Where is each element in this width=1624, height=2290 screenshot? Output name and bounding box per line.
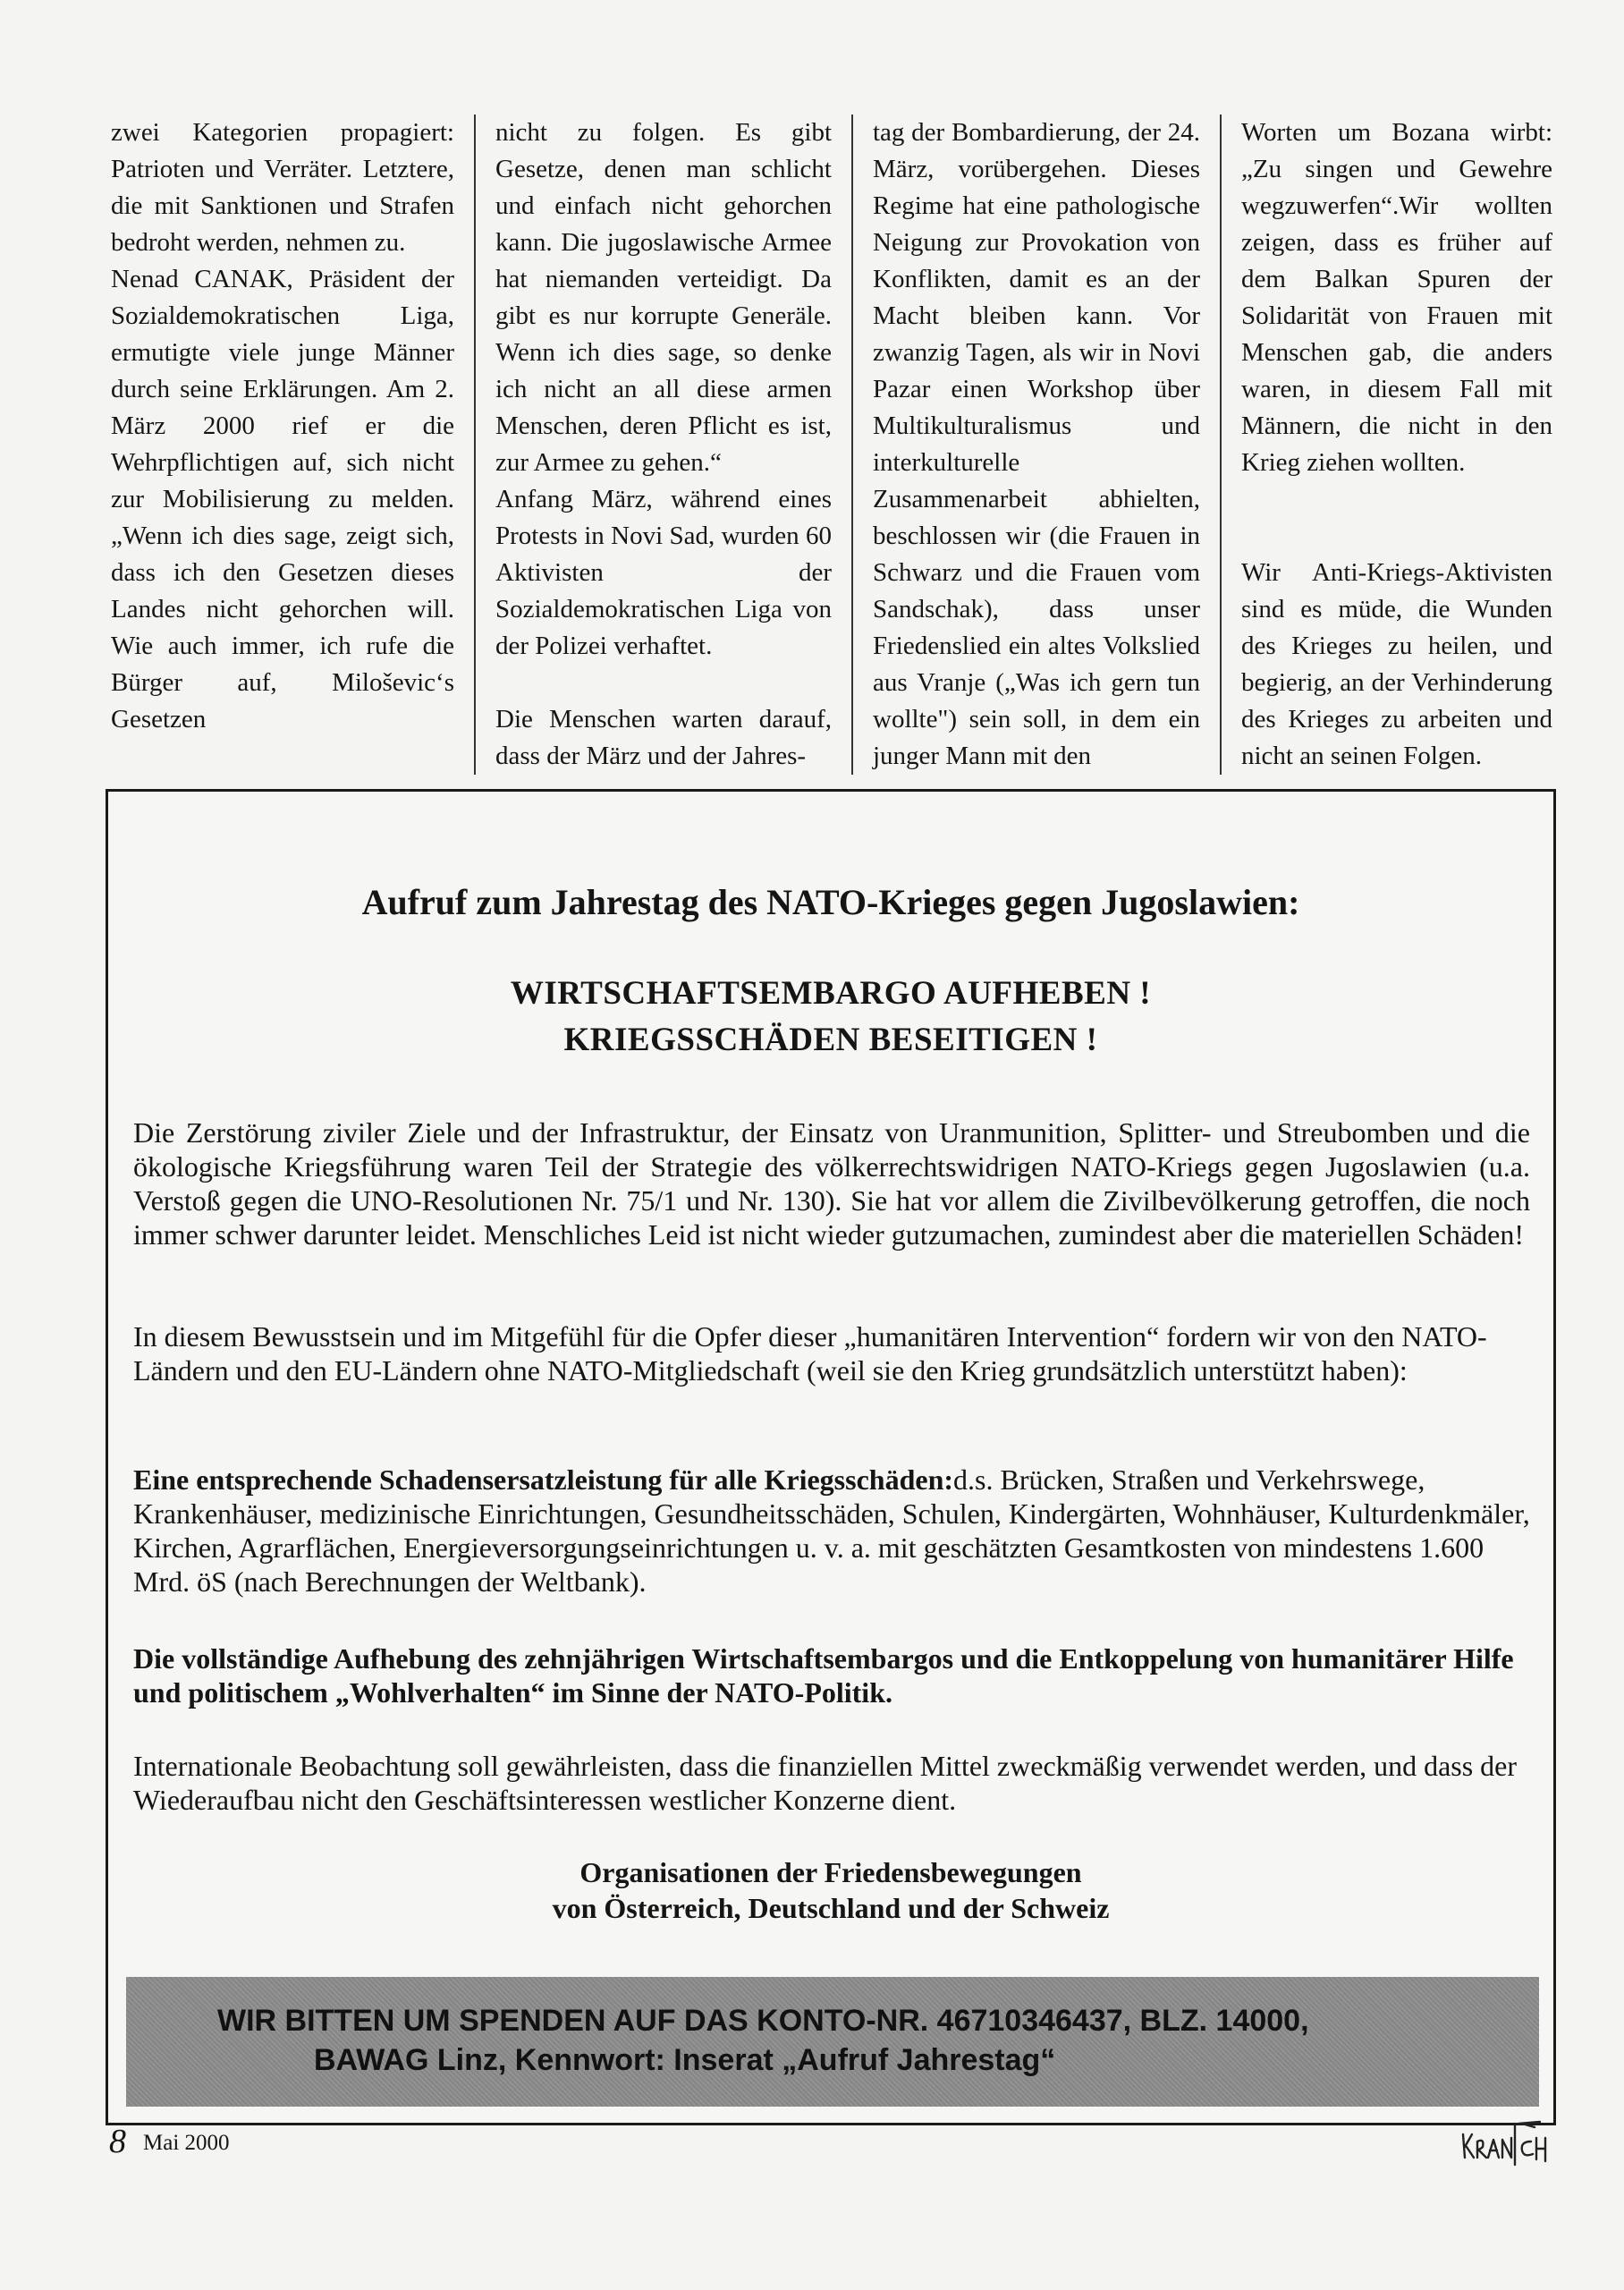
appeal-headline-damages: KRIEGSSCHÄDEN BESEITIGEN ! xyxy=(563,1022,1098,1058)
appeal-signature-line-2: von Österreich, Deutschland und der Schweiz xyxy=(552,1892,1110,1924)
article-paragraph: zwei Kategorien propagiert: Patrioten und Verräter. Letztere, die mit Sanktionen und Strafen bedroht werden, nehmen zu. xyxy=(111,118,454,257)
appeal-demand-compensation: Eine entsprechende Schadensersatzleistung für alle Kriegsschäden: xyxy=(133,1463,954,1496)
issue-date: Mai 2000 xyxy=(143,2131,230,2155)
appeal-paragraph-5: Internationale Beobachtung soll gewährleisten, dass die finanziellen Mittel zweckmäßig verwendet werden, und dass der Wiederaufbau nicht den Geschäftsinteressen westlicher Konzerne dient. xyxy=(133,1750,1518,1816)
page-number: 8 xyxy=(109,2123,126,2160)
article-paragraph: tag der Bombardierung, der 24. März, vorübergehen. Dieses Regime hat eine pathologische Neigung zur Provokation von Konflikten, damit es an der Macht bleiben kann. Vor zwanzig Tagen, als wir in Novi Pazar einen Workshop über Multikulturalismus und interkulturelle Zusammenarbeit abhielten, beschlossen wir (die Frauen in Schwarz und die Frauen vom Sandschak), dass unser Friedenslied ein altes Volkslied aus Vranje („Was ich gern tun wollte") sein soll, in dem ein junger Mann mit den xyxy=(873,118,1200,770)
appeal-paragraph-3 xyxy=(133,1463,1530,1599)
article-paragraph: Die Menschen warten darauf, dass der März und der Jahres- xyxy=(495,705,832,770)
appeal-paragraph-2: In diesem Bewusstsein und im Mitgefühl für die Opfer dieser „humanitären Intervention“ fordern wir von den NATO-Ländern und den EU-Ländern ohne NATO-Mitgliedschaft (weil sie den Krieg grundsätzlich unterstützt haben): xyxy=(133,1320,1487,1387)
donation-line-2: BAWAG Linz, Kennwort: Inserat „Aufruf Jahrestag“ xyxy=(314,2043,1056,2077)
article-paragraph: Nenad CANAK, Präsident der Sozialdemokratischen Liga, ermutigte viele junge Männer durch seine Erklärungen. Am 2. März 2000 rief er die Wehrpflichtigen auf, sich nicht zur Mobilisierung zu melden. „Wenn ich dies sage, zeigt sich, dass ich den Gesetzen dieses Landes nicht gehorchen will. Wie auch immer, ich rufe die Bürger auf, Miloševic‘s Gesetzen xyxy=(111,265,454,734)
appeal-demand-compensation-detail: d.s. Brücken, Straßen und Verkehrswege, Krankenhäuser, medizinische Einrichtungen, Gesundheitsschäden, Schulen, Kindergärten, Wohnhäuser, Kulturdenkmäler, Kirchen, Agrarflächen, Energieversorgungseinrichtungen u. v. a. mit geschätzten Gesamtkosten von mindestens 1.600 Mrd. öS (nach Berechnungen der Weltbank). xyxy=(133,1463,1530,1598)
appeal-demand-embargo: Die vollständige Aufhebung des zehnjährigen Wirtschaftsembargos und die Entkoppelung von humanitärer Hilfe und politischem „Wohlverhalten“ im Sinne der NATO-Politik. xyxy=(133,1642,1514,1709)
article-column-3 xyxy=(851,114,1220,775)
appeal-box xyxy=(106,789,1556,2125)
article-column-4 xyxy=(1220,114,1572,775)
article-paragraph: Worten um Bozana wirbt: „Zu singen und Gewehre wegzuwerfen“.Wir wollten zeigen, dass es früher auf dem Balkan Spuren der Solidarität von Frauen mit Menschen gab, die anders waren, in diesem Fall mit Männern, die nicht in den Krieg ziehen wollten. xyxy=(1241,118,1552,477)
appeal-signature xyxy=(108,1854,1553,1926)
article-paragraph: nicht zu folgen. Es gibt Gesetze, denen man schlicht und einfach nicht gehorchen kann. Die jugoslawische Armee hat niemanden verteidigt. Da gibt es nur korrupte Generäle. Wenn ich dies sage, so denke ich nicht an all diese armen Menschen, deren Pflicht es ist, zur Armee zu gehen.“ xyxy=(495,118,832,477)
appeal-headline-embargo: WIRTSCHAFTSEMBARGO AUFHEBEN ! xyxy=(510,975,1152,1012)
appeal-signature-line-1: Organisationen der Friedensbewegungen xyxy=(579,1856,1082,1888)
article-columns xyxy=(106,114,1572,775)
appeal-title: Aufruf zum Jahrestag des NATO-Krieges gegen Jugoslawien: xyxy=(361,882,1300,922)
article-paragraph: Anfang März, während eines Protests in Novi Sad, wurden 60 Aktivisten der Sozialdemokratischen Liga von der Polizei verhaftet. xyxy=(495,485,832,660)
article-column-1 xyxy=(106,114,474,775)
appeal-paragraph-1: Die Zerstörung ziviler Ziele und der Infrastruktur, der Einsatz von Uranmunition, Splitter- und Streubomben und die ökologische Kriegsführung waren Teil der Strategie des völkerrechtswidrigen NATO-Kriegs gegen Jugoslawien (u.a. Verstoß gegen die UNO-Resolutionen Nr. 75/1 und Nr. 130). Sie hat vor allem die Zivilbevölkerung getroffen, die noch immer schwer darunter leidet. Menschliches Leid ist nicht wieder gutzumachen, zumindest aber die materiellen Schäden! xyxy=(133,1116,1530,1251)
donation-banner xyxy=(126,1977,1539,2107)
kranich-logo xyxy=(1459,2115,1549,2168)
article-paragraph: Wir Anti-Kriegs-Aktivisten sind es müde, die Wunden des Krieges zu heilen, und begierig, an der Verhinderung des Krieges zu arbeiten und nicht an seinen Folgen. xyxy=(1241,558,1552,770)
donation-line-1: WIR BITTEN UM SPENDEN AUF DAS KONTO-NR. 46710346437, BLZ. 14000, xyxy=(217,2004,1309,2038)
article-column-2 xyxy=(474,114,851,775)
